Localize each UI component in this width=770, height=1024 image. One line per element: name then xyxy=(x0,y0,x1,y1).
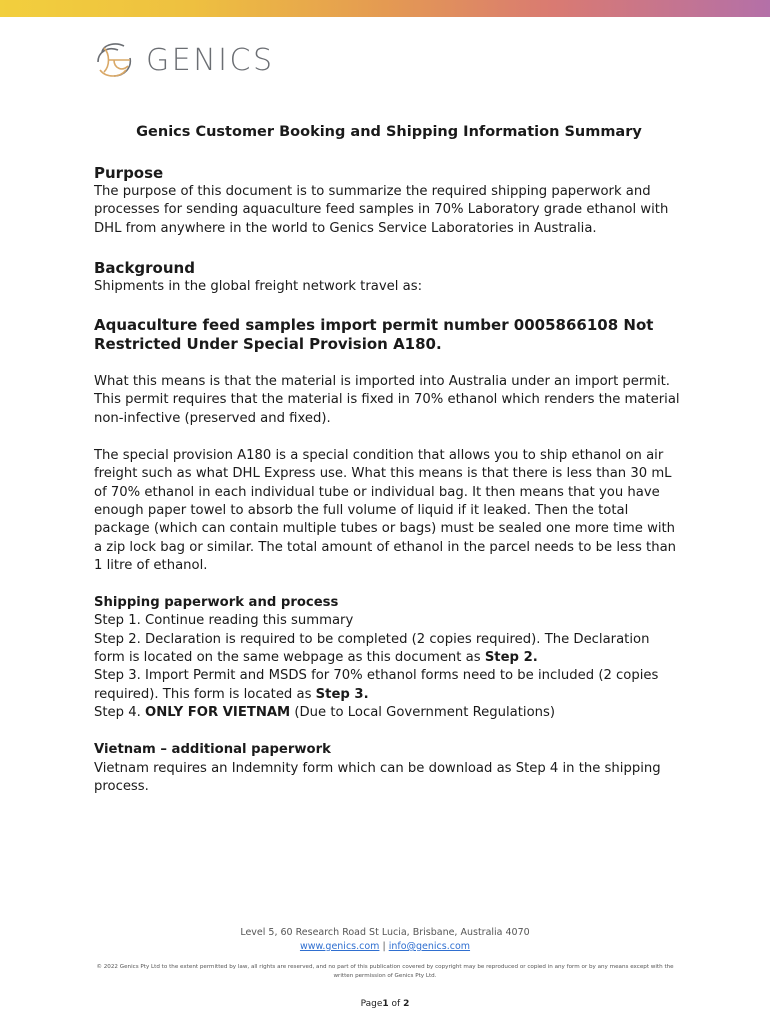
step-4 xyxy=(94,704,684,722)
explanation-paragraph-2: The special provision A180 is a special condition that allows you to ship ethanol on air freight such as what DHL Express use. What this means is that there is less than 30 mL of 70% ethanol in each individual tube or individual bag. It then means that you have enough paper towel to absorb the full volume of liquid if it leaked. Then the total package (which can contain multiple tubes or bags) must be sealed one more time with a zip lock bag or similar. The total amount of ethanol in the parcel needs to be less than 1 litre of ethanol. xyxy=(94,448,677,573)
footer-legal: © 2022 Genics Pty Ltd to the extent permitted by law, all rights are reserved, and no part of this publication covered by copyright may be reproduced or copied in any form or by any means except with the written permission of Genics Pty Ltd. xyxy=(96,964,674,979)
footer-address: Level 5, 60 Research Road St Lucia, Brisbane, Australia 4070 xyxy=(240,927,530,938)
document-title: Genics Customer Booking and Shipping Information Summary xyxy=(136,124,642,140)
header-color-bar xyxy=(0,0,770,17)
permit-statement: Aquaculture feed samples import permit number 0005866108 Not Restricted Under Special Provision A180. xyxy=(94,316,654,354)
step-4-prefix: Step 4. xyxy=(94,704,145,720)
background-heading: Background xyxy=(94,258,195,277)
footer-links xyxy=(0,940,770,954)
vietnam-text: Vietnam requires an Indemnity form which can be download as Step 4 in the shipping process. xyxy=(94,760,661,794)
website-link[interactable]: www.genics.com xyxy=(299,941,380,952)
purpose-heading: Purpose xyxy=(94,164,164,182)
step-2-text: Step 2. Declaration is required to be completed (2 copies required). The Declaration form is located on the same webpage as this document as xyxy=(94,631,650,666)
page-number xyxy=(0,998,770,1010)
step-3-ref: Step 3. xyxy=(315,686,369,702)
purpose-text: The purpose of this document is to summarize the required shipping paperwork and processes for sending aquaculture feed samples in 70% Laboratory grade ethanol with DHL from anywhere in the world to Genics Service Laboratories in Australia. xyxy=(94,184,669,236)
step-2 xyxy=(94,631,684,668)
page-current: 1 xyxy=(382,999,389,1009)
step-3 xyxy=(94,667,684,704)
genics-logo-icon xyxy=(94,40,136,80)
brand-name: GENICS xyxy=(146,42,275,78)
step-1: Step 1. Continue reading this summary xyxy=(94,613,354,629)
email-link[interactable]: info@genics.com xyxy=(388,941,471,952)
step-2-ref: Step 2. xyxy=(484,650,538,666)
step-3-text: Step 3. Import Permit and MSDS for 70% ethanol forms need to be included (2 copies required). This form is located as xyxy=(94,668,659,702)
step-4-vietnam: ONLY FOR VIETNAM xyxy=(145,704,291,720)
page-label: Page xyxy=(360,999,383,1009)
background-text: Shipments in the global freight network travel as: xyxy=(94,278,423,294)
vietnam-heading: Vietnam – additional paperwork xyxy=(94,742,331,758)
link-separator: | xyxy=(382,941,386,952)
shipping-heading: Shipping paperwork and process xyxy=(94,595,339,611)
document-body xyxy=(94,122,684,796)
page-total: 2 xyxy=(403,999,410,1009)
step-4-suffix: (Due to Local Government Regulations) xyxy=(290,704,556,720)
explanation-paragraph-1: What this means is that the material is imported into Australia under an import permit. This permit requires that the material is fixed in 70% ethanol which renders the material non-infective (preserved and fixed). xyxy=(94,374,680,426)
genics-logo xyxy=(94,40,274,80)
page-of: of xyxy=(391,999,401,1009)
